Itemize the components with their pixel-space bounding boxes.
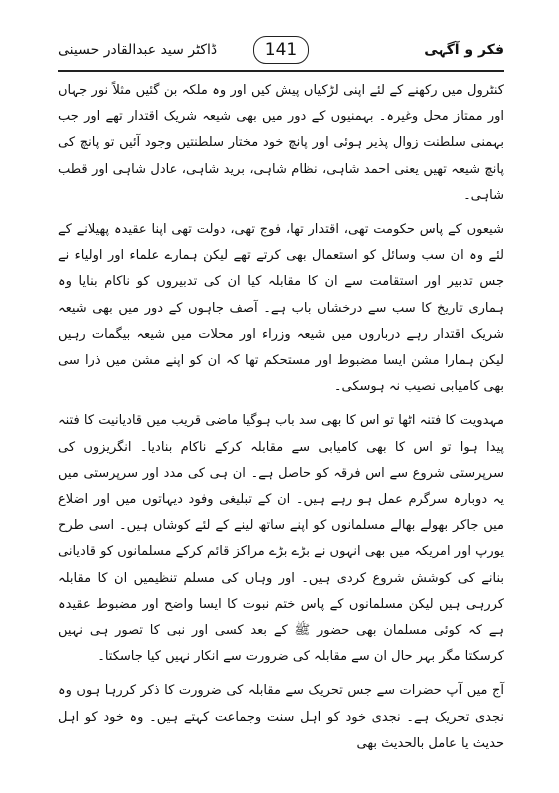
body-text [58, 78, 504, 765]
page-header [58, 36, 504, 68]
paragraph: مہدویت کا فتنہ اٹھا تو اس کا بھی سد باب ہوگیا ماضی قریب میں قادیانیت کا فتنہ پیدا ہوا تو اس کا بھی کامیابی سے مقابلہ کرکے ناکام بنادیا۔ انگریزوں کی سرپرستی شروع سے اس فرقہ کو حاصل ہے۔ ان ہی کی مدد اور سرپرستی میں یہ دوبارہ سرگرم عمل ہو رہے ہیں۔ ان کے تبلیغی وفود دیہاتوں میں اور اضلاع میں جاکر بھولے بھالے مسلمانوں کو اپنے ساتھ لینے کے لئے کوشاں ہیں۔ اسی طرح یورپ اور امریکہ میں بھی انہوں نے بڑے بڑے مراکز قائم کرکے مسلمانوں کو قادیانی بنانے کی کوشش شروع کردی ہیں۔ اور وہاں کی مسلم تنظیمیں ان کا مقابلہ کررہی ہیں لیکن مسلمانوں کے پاس ختم نبوت کا ایسا واضح اور مضبوط عقیدہ ہے کہ کوئی مسلمان بھی حضور ﷺ کے بعد کسی اور نبی کا تصور ہی نہیں کرسکتا مگر بہر حال ان سے مقابلہ کی ضرورت سے انکار نہیں کیا جاسکتا۔ [58, 413, 504, 665]
page-number: 141 [253, 36, 309, 64]
running-title: فکر و آگہی [424, 42, 504, 58]
paragraph: آج میں آپ حضرات سے جس تحریک سے مقابلہ کی ضرورت کا ذکر کررہا ہوں وہ نجدی تحریک ہے۔ نجدی خود کو اہل سنت وجماعت کہتے ہیں۔ وہ خود کو اہل حدیث یا عامل بالحدیث بھی [58, 683, 504, 751]
paragraph: شیعوں کے پاس حکومت تھی، اقتدار تھا، فوج تھی، دولت تھی اپنا عقیدہ پھیلانے کے لئے وہ ان سب وسائل کو استعمال بھی کرتے تھے لیکن ہمارے علماء اور اولیاء نے جس تدبیر اور استقامت سے ان کا مقابلہ کیا ان کی تدبیروں کو ناکام بنایا وہ ہماری تاریخ کا سب سے درخشاں باب ہے۔ آصف جاہوں کے دور میں بھی شیعہ شریک اقتدار رہے درباروں میں شیعہ وزراء اور محلات میں شیعہ بیگمات رہیں لیکن ہمارا مشن ایسا مضبوط اور مستحکم تھا کہ ان کو اپنے مشن میں ذرا سی بھی کامیابی نصیب نہ ہوسکی۔ [58, 222, 504, 395]
header-rule [58, 70, 504, 72]
author-name: ڈاکٹر سید عبدالقادر حسینی [58, 42, 218, 58]
paragraph: کنٹرول میں رکھنے کے لئے اپنی لڑکیاں پیش کیں اور وہ ملکہ بن گئیں مثلاً نور جہاں اور ممتاز محل وغیرہ۔ بہمنیوں کے دور میں بھی شیعہ شریک اقتدار تھے اور جب بہمنی سلطنت زوال پذیر ہوئی اور پانچ خود مختار سلطنتیں وجود آئیں تو پانچ کی پانچ شیعہ تھیں یعنی احمد شاہی، نظام شاہی، برید شاہی، عادل شاہی اور قطب شاہی۔ [58, 83, 504, 203]
